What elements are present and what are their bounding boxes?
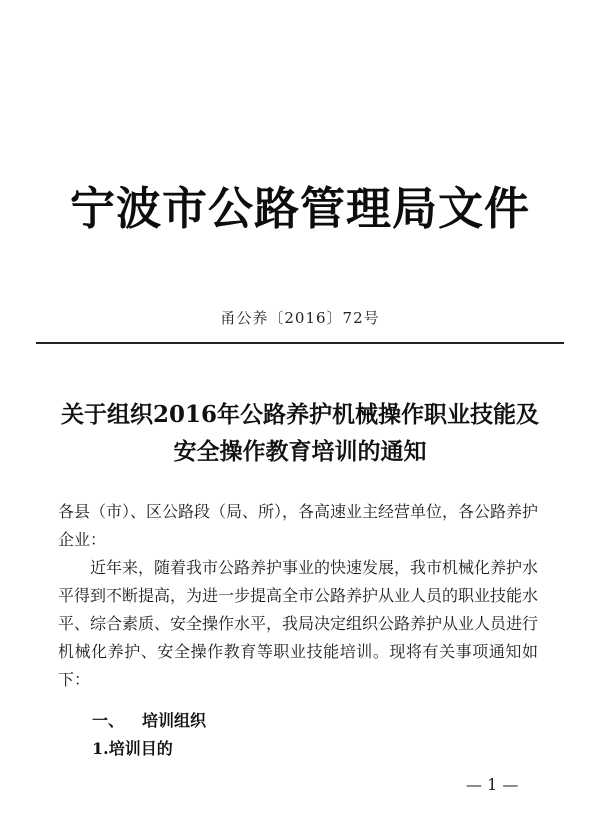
body-paragraph: 近年来，随着我市公路养护事业的快速发展，我市机械化养护水平得到不断提高，为进一步提高全市公路养护从业人员的职业技能水平、综合素质、安全操作水平，我局决定组织公路养护从业人员进行机械化养护、安全操作教育等职业技能培训。现将有关事项通知如下：: [58, 558, 539, 689]
addressee: 各县（市）、区公路段（局、所），各高速业主经营单位，各公路养护企业：: [58, 502, 539, 549]
section-title: 培训组织: [142, 711, 207, 730]
document-title-line-1: 关于组织2016年公路养护机械操作职业技能及: [60, 401, 539, 428]
document-number: 甬公养〔2016〕72号: [220, 309, 380, 327]
document-title-line-2: 安全操作教育培训的通知: [173, 438, 427, 465]
page-number: — 1 —: [466, 775, 519, 794]
issuer-header: 宁波市公路管理局文件: [69, 182, 530, 235]
subsection-heading: 1.培训目的: [92, 739, 173, 758]
section-heading: [92, 708, 206, 731]
section-number: 一、: [92, 711, 125, 730]
header-divider: [36, 342, 564, 344]
